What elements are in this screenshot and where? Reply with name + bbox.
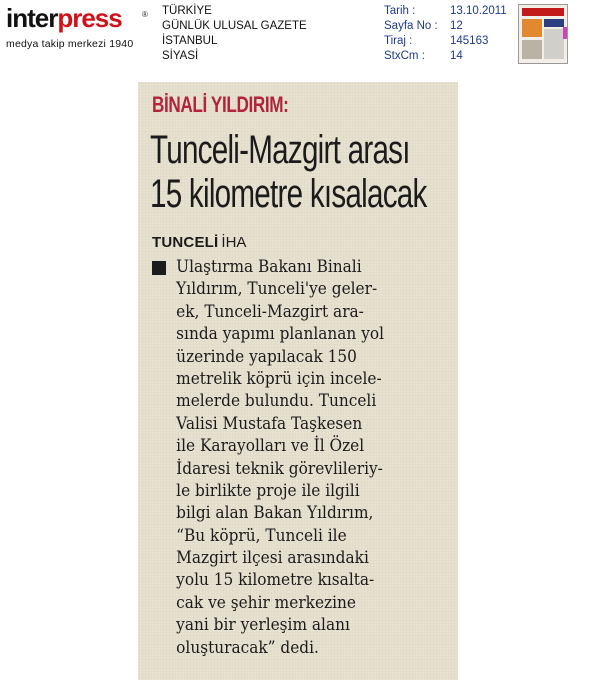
logo-wordmark bbox=[6, 4, 122, 32]
circulation-value: 145163 bbox=[450, 35, 489, 47]
body-line: İdaresi teknik görevlileriy- bbox=[176, 458, 383, 478]
article-body bbox=[152, 256, 452, 659]
circulation-label: Tiraj : bbox=[384, 35, 413, 47]
dateline-city: TUNCELİ bbox=[152, 234, 219, 251]
stxcm-label: StxCm : bbox=[384, 50, 425, 62]
body-line: Mazgirt ilçesi arasındaki bbox=[176, 548, 369, 568]
body-line: sında yapımı planlanan yol bbox=[176, 324, 385, 344]
body-line: melerde bulundu. Tunceli bbox=[176, 391, 377, 411]
category: SİYASİ bbox=[162, 50, 199, 62]
article-kicker: BİNALİ YILDIRIM: bbox=[152, 92, 289, 117]
publication-info bbox=[162, 4, 307, 64]
publication-type: GÜNLÜK ULUSAL GAZETE bbox=[162, 20, 307, 32]
page-label: Sayfa No : bbox=[384, 20, 438, 32]
body-line: Yıldırım, Tunceli'ye geler- bbox=[176, 279, 378, 299]
body-line: yani bir yerleşim alanı bbox=[176, 615, 350, 635]
interpress-logo bbox=[6, 4, 146, 54]
body-line: ile Karayolları ve İl Özel bbox=[176, 436, 365, 456]
body-line: ek, Tunceli-Mazgirt ara- bbox=[176, 301, 364, 321]
headline-line: Tunceli-Mazgirt arası bbox=[150, 128, 410, 172]
article-dateline bbox=[152, 234, 246, 251]
logo-tagline: medya takip merkezi 1940 bbox=[6, 38, 134, 50]
headline-line: 15 kilometre kısalacak bbox=[150, 172, 427, 216]
body-line: oluşturacak” dedi. bbox=[176, 637, 319, 657]
newspaper-page-thumbnail[interactable] bbox=[518, 4, 568, 64]
page-value: 12 bbox=[450, 20, 463, 32]
body-line: le birlikte proje ile ilgili bbox=[176, 480, 360, 500]
body-line: bilgi alan Bakan Yıldırım, bbox=[176, 503, 374, 523]
body-line: yolu 15 kilometre kısalta- bbox=[176, 570, 375, 590]
stxcm-value: 14 bbox=[450, 50, 463, 62]
body-line: metrelik köprü için incele- bbox=[176, 368, 382, 388]
article-headline bbox=[150, 128, 427, 216]
body-line: cak ve şehir merkezine bbox=[176, 592, 356, 612]
country: TÜRKİYE bbox=[162, 5, 212, 17]
circulation-row bbox=[384, 34, 507, 49]
body-line: Valisi Mustafa Taşkesen bbox=[176, 413, 363, 433]
logo-word-part1: inter bbox=[6, 3, 58, 33]
date-value: 13.10.2011 bbox=[450, 5, 507, 17]
logo-word-part2: press bbox=[57, 3, 122, 33]
dateline-agency: İHA bbox=[221, 234, 247, 251]
stxcm-row bbox=[384, 49, 507, 64]
body-line: üzerinde yapılacak 150 bbox=[176, 346, 357, 366]
body-line: Ulaştırma Bakanı Binali bbox=[176, 257, 362, 276]
date-label: Tarih : bbox=[384, 5, 416, 17]
page-row bbox=[384, 19, 507, 34]
registered-mark: ® bbox=[142, 10, 148, 19]
newspaper-clipping bbox=[138, 82, 458, 680]
body-line: “Bu köprü, Tunceli ile bbox=[176, 525, 347, 545]
clipping-stats bbox=[384, 4, 507, 64]
city: İSTANBUL bbox=[162, 35, 218, 47]
date-row bbox=[384, 4, 507, 19]
